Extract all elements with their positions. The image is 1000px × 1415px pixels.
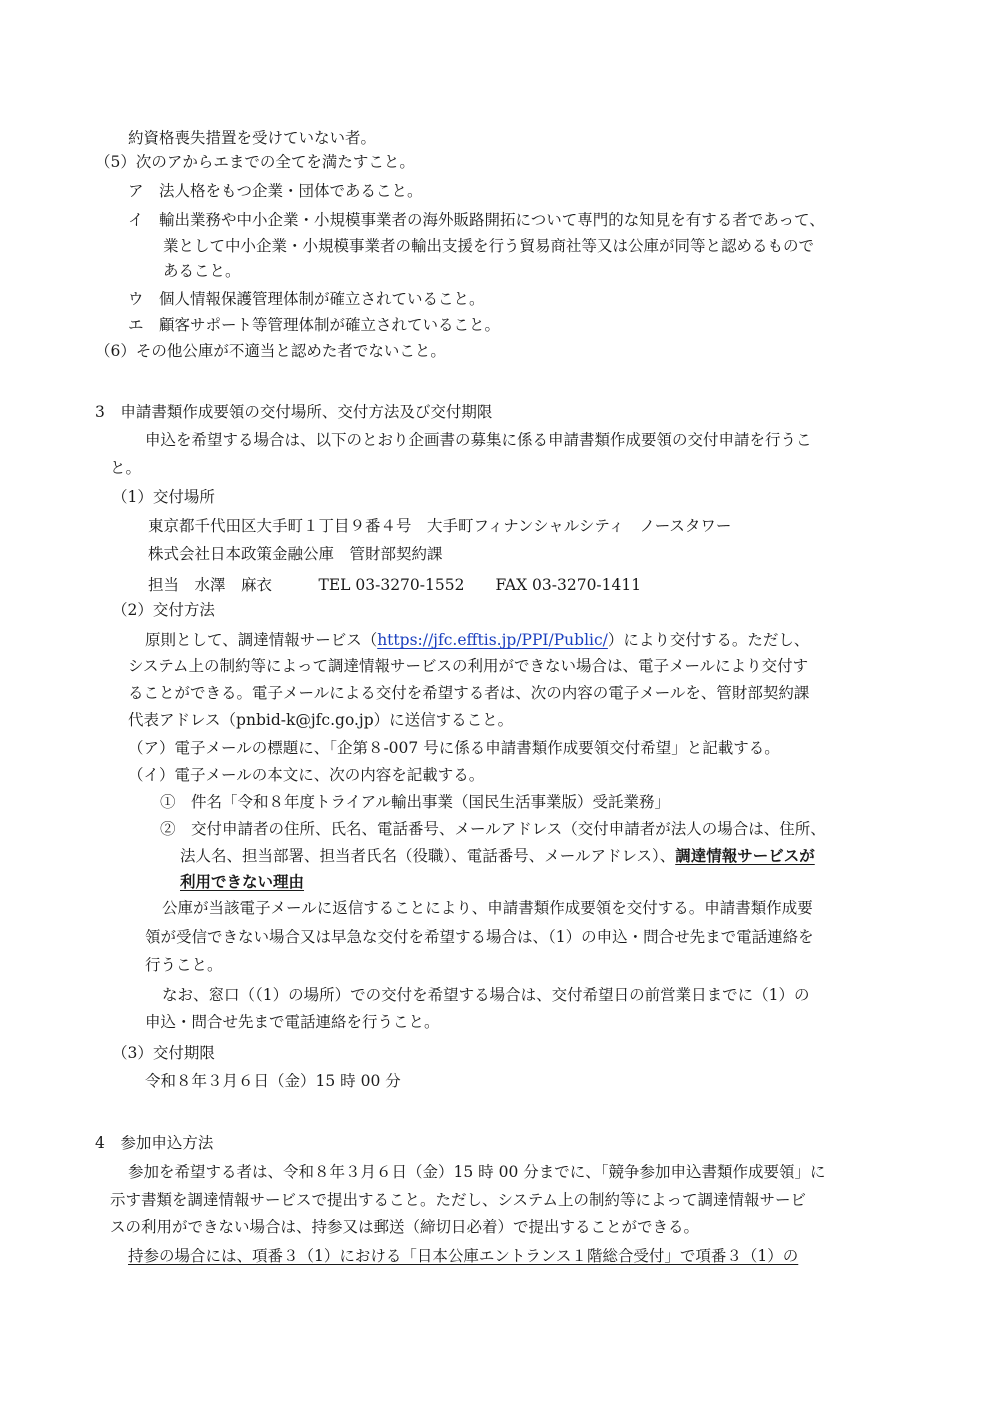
text-line: 行うこと。 [145,956,223,974]
section-4-heading: 4 参加申込方法 [95,1134,214,1152]
emphasis-text: 利用できない理由 [180,872,305,891]
text-line: 参加を希望する者は、令和８年３月６日（金）15 時 00 分までに、「競争参加申込書類作成要領」に [128,1163,826,1181]
text-line: ア 法人格をもつ企業・団体であること。 [128,182,423,200]
text-line: （ア）電子メールの標題に、「企第８-007 号に係る申請書類作成要領交付希望」と記載する。 [128,739,780,757]
emphasis-text: 調達情報サービスが [675,846,815,865]
item-6-heading: （6）その他公庫が不適当と認めた者でないこと。 [95,342,446,360]
text-line: スの利用ができない場合は、持参又は郵送（締切日必着）で提出することができる。 [110,1218,700,1236]
subsection-heading: （1）交付場所 [112,488,215,506]
text-line: 領が受信できない場合又は早急な交付を希望する場合は、（1）の申込・問合せ先まで電話連絡を [145,928,814,946]
text-line: 示す書類を調達情報サービスで提出すること。ただし、システム上の制約等によって調達情報サービ [110,1191,806,1209]
text-line: なお、窓口（（1）の場所）での交付を希望する場合は、交付希望日の前営業日までに（1）の [162,986,810,1004]
text-line: 公庫が当該電子メールに返信することにより、申請書類作成要領を交付する。申請書類作成要 [162,899,813,917]
section-3-heading: 3 申請書類作成要領の交付場所、交付方法及び交付期限 [95,403,493,421]
address-line: 東京都千代田区大手町１丁目９番４号 大手町フィナンシャルシティ ノースタワー [148,517,732,535]
item-5-heading: （5）次のアからエまでの全てを満たすこと。 [95,153,415,171]
text-line [145,630,809,650]
text-line: ることができる。電子メールによる交付を希望する者は、次の内容の電子メールを、管財部契約課 [128,684,810,702]
text-line: あること。 [163,262,241,280]
text-line: ② 交付申請者の住所、氏名、電話番号、メールアドレス（交付申請者が法人の場合は、住所、 [160,820,826,838]
text-line: エ 顧客サポート等管理体制が確立されていること。 [128,316,501,334]
subsection-heading: （2）交付方法 [112,601,215,619]
contact-line: 担当 水澤 麻衣 TEL 03-3270-1552 FAX 03-3270-1411 [148,576,642,594]
text-line: 申込・問合せ先まで電話連絡を行うこと。 [145,1013,440,1031]
text-line: システム上の制約等によって調達情報サービスの利用ができない場合は、電子メールにより交付す [128,657,809,675]
text-line: 約資格喪失措置を受けていない者。 [128,129,377,147]
deadline-line: 令和８年３月６日（金）15 時 00 分 [145,1072,401,1090]
underlined-text: 持参の場合には、項番３（1）における「日本公庫エントランス１階総合受付」で項番３（1）の [128,1247,799,1265]
subsection-heading: （3）交付期限 [112,1044,215,1062]
text-line: ウ 個人情報保護管理体制が確立されていること。 [128,290,485,308]
text-line: と。 [110,459,142,477]
text-fragment: ）により交付する。ただし、 [607,631,810,649]
text-line: ① 件名「令和８年度トライアル輸出事業（国民生活事業版）受託業務」 [160,793,670,811]
text-line [180,846,815,866]
text-line: 業として中小企業・小規模事業者の輸出支援を行う貿易商社等又は公庫が同等と認めるもので [163,237,815,255]
text-line: イ 輸出業務や中小企業・小規模事業者の海外販路開拓について専門的な知見を有する者であって、 [128,211,825,229]
text-line: （イ）電子メールの本文に、次の内容を記載する。 [128,766,485,784]
procurement-service-link[interactable]: https://jfc.efftis.jp/PPI/Public/ [377,631,608,649]
department-line: 株式会社日本政策金融公庫 管財部契約課 [148,545,443,563]
text-fragment: 法人名、担当部署、担当者氏名（役職）、電話番号、メールアドレス）、 [180,847,676,865]
text-fragment: 原則として、調達情報サービス（ [145,631,378,649]
text-line: 申込を希望する場合は、以下のとおり企画書の募集に係る申請書類作成要領の交付申請を行うこ [145,431,812,449]
text-line: 代表アドレス（pnbid-k@jfc.go.jp）に送信すること。 [128,711,514,729]
